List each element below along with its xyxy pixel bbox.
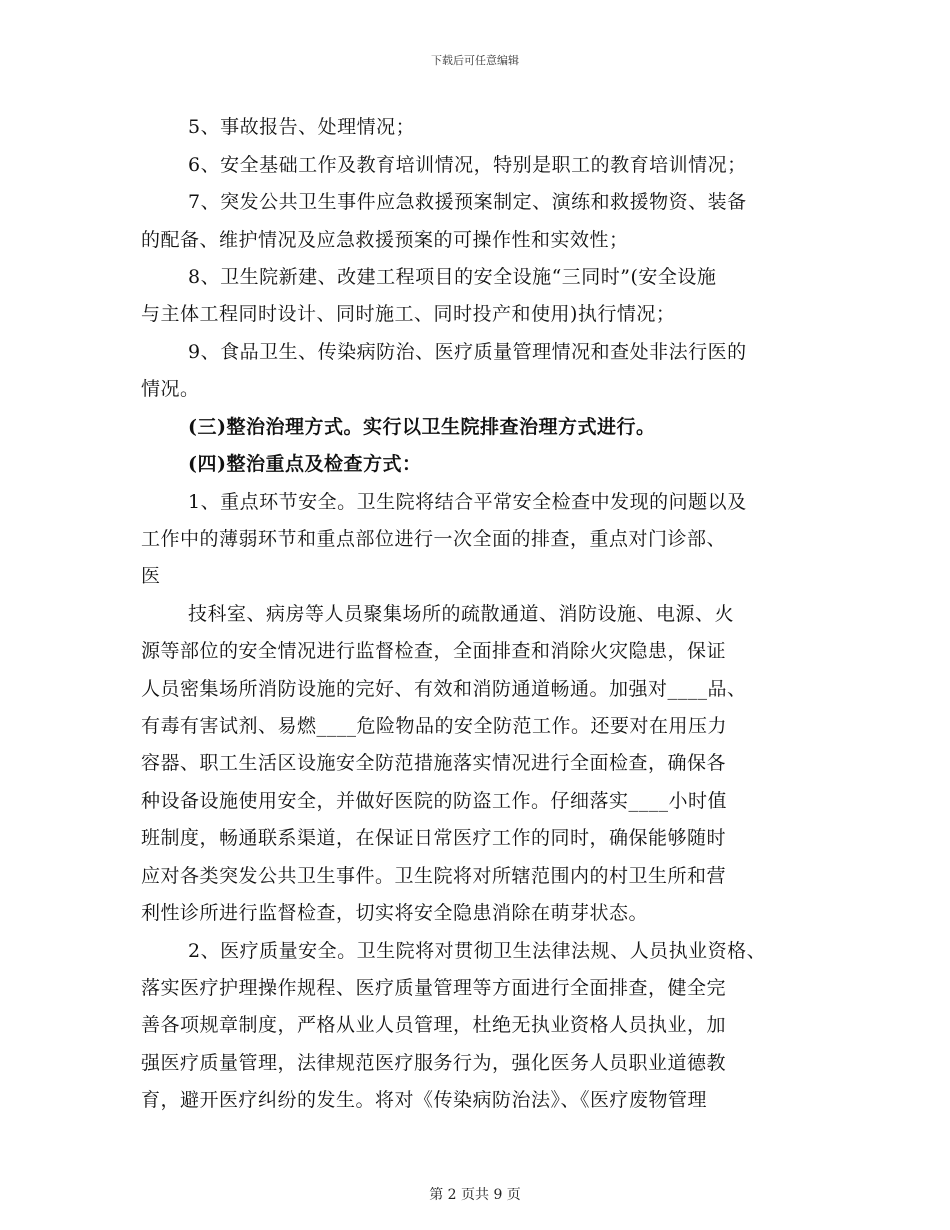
list-item-6: 6、安全基础工作及教育培训情况，特别是职工的教育培训情况；	[188, 154, 747, 176]
paragraph-1-line-12: 利性诊所进行监督检查，切实将安全隐患消除在萌芽状态。	[141, 902, 649, 924]
paragraph-2: 2、医疗质量安全。卫生院将对贯彻卫生法律法规、人员执业资格、	[188, 940, 767, 962]
list-item-8: 8、卫生院新建、改建工程项目的安全设施“三同时”(安全设施	[188, 266, 717, 288]
paragraph-1-line-6: 人员密集场所消防设施的完好、有效和消防通道畅通。加强对____品、	[141, 678, 747, 700]
section-heading-3: (三)整治治理方式。实行以卫生院排查治理方式进行。	[188, 416, 656, 438]
list-item-7: 7、突发公共卫生事件应急救援预案制定、演练和救援物资、装备	[188, 191, 747, 213]
paragraph-1-line-10: 班制度，畅通联系渠道，在保证日常医疗工作的同时，确保能够随时	[141, 827, 727, 849]
paragraph-1-line-3: 医	[141, 565, 161, 587]
list-item-9: 9、食品卫生、传染病防治、医疗质量管理情况和查处非法行医的	[188, 341, 747, 363]
paragraph-1-line-8: 容器、职工生活区设施安全防范措施落实情况进行全面检查，确保各	[141, 752, 727, 774]
paragraph-2-line-2: 落实医疗护理操作规程、医疗质量管理等方面进行全面排查，健全完	[141, 977, 727, 999]
paragraph-1: 1、重点环节安全。卫生院将结合平常安全检查中发现的问题以及	[188, 491, 747, 513]
paragraph-1-line-5: 源等部位的安全情况进行监督检查，全面排查和消除火灾隐患，保证	[141, 640, 727, 662]
paragraph-1-line-4: 技科室、病房等人员聚集场所的疏散通道、消防设施、电源、火	[188, 603, 735, 625]
list-item-8-cont: 与主体工程同时设计、同时施工、同时投产和使用)执行情况；	[141, 303, 676, 325]
list-item-7-cont: 的配备、维护情况及应急救援预案的可操作性和实效性；	[141, 229, 629, 251]
page-header: 下载后可任意编辑	[431, 54, 519, 67]
page-footer: 第 2 页共 9 页	[429, 1187, 521, 1203]
paragraph-2-line-4: 强医疗质量管理，法律规范医疗服务行为，强化医务人员职业道德教	[141, 1052, 727, 1074]
paragraph-2-line-5: 育，避开医疗纠纷的发生。将对《传染病防治法》、《医疗废物管理	[141, 1089, 708, 1111]
paragraph-1-line-2: 工作中的薄弱环节和重点部位进行一次全面的排查，重点对门诊部、	[141, 528, 727, 550]
list-item-5: 5、事故报告、处理情况；	[188, 116, 416, 138]
paragraph-1-line-11: 应对各类突发公共卫生事件。卫生院将对所辖范围内的村卫生所和营	[141, 865, 727, 887]
paragraph-1-line-7: 有毒有害试剂、易燃____危险物品的安全防范工作。还要对在用压力	[141, 715, 728, 737]
paragraph-2-line-3: 善各项规章制度，严格从业人员管理，杜绝无执业资格人员执业，加	[141, 1014, 727, 1036]
section-heading-4: (四)整治重点及检查方式：	[188, 453, 422, 475]
paragraph-1-line-9: 种设备设施使用安全，并做好医院的防盗工作。仔细落实____小时值	[141, 790, 728, 812]
list-item-9-cont: 情况。	[141, 378, 200, 400]
